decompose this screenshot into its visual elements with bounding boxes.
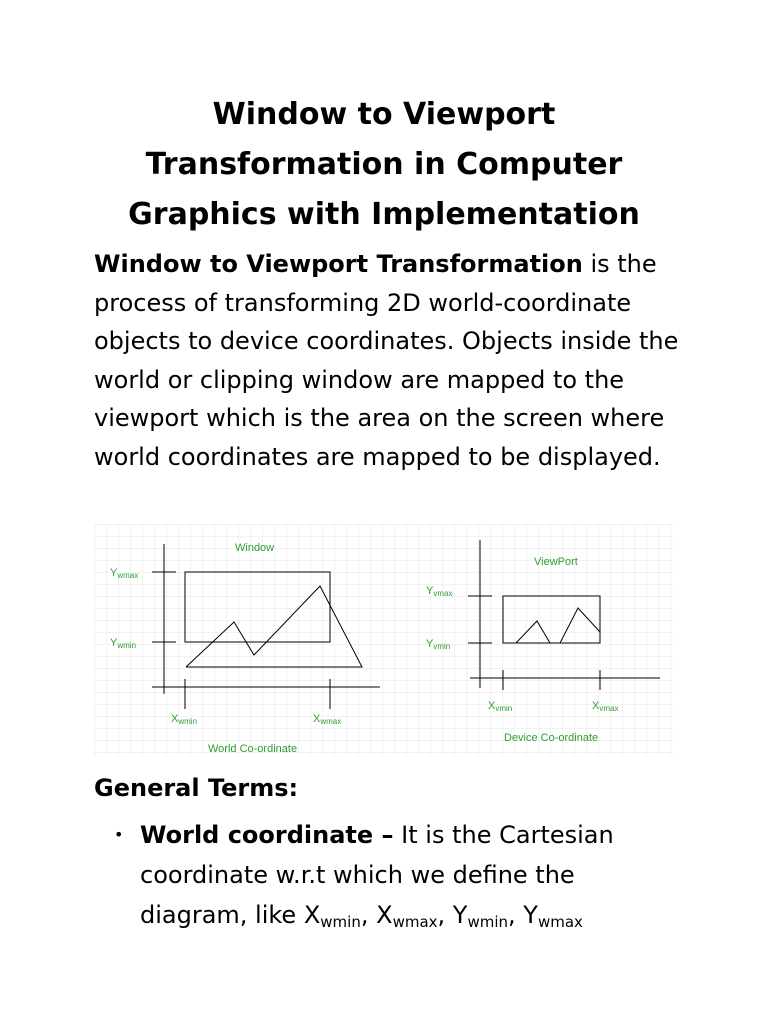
term-label: World coordinate – (140, 821, 394, 849)
title-line-1: Window to Viewport (212, 97, 556, 132)
transformation-diagram (94, 524, 674, 756)
viewport-title: ViewPort (534, 556, 578, 568)
variable-xwmax: $X_{wmax}$, (376, 901, 453, 931)
variable-xwmin: $X_{wmin}$, (303, 901, 377, 931)
window-ymin-label: Ywmin (110, 637, 137, 650)
term-description: It is the Cartesian coordinate w.r.t which we define the diagram, like (140, 821, 614, 929)
general-terms-list (94, 815, 654, 935)
viewport-xmax-label: Xvmax (592, 700, 619, 713)
bullet-icon: • (114, 825, 124, 844)
viewport-caption: Device Co-ordinate (504, 732, 599, 744)
general-terms-heading: General Terms: (94, 774, 299, 802)
viewport-xmin-label: Xvmin (488, 700, 513, 713)
title-line-2: Transformation in Computer (145, 147, 623, 182)
window-xmax-label: Xwmax (313, 713, 342, 726)
intro-text: is the process of transforming 2D world-coordinate objects to device coordinates. Objects inside the world or clipping window are mapped to the viewport which is the area on the screen where world coordinates are mapped to be displayed. (94, 250, 679, 471)
window-title: Window (235, 542, 275, 554)
title-line-3: Graphics with Implementation (128, 197, 640, 232)
window-ymax-label: Ywmax (110, 567, 139, 580)
list-item (94, 815, 654, 935)
window-xmin-label: Xwmin (171, 713, 198, 726)
viewport-ymax-label: Yvmax (426, 585, 453, 598)
viewport-ymin-label: Yvmin (426, 638, 451, 651)
window-caption: World Co-ordinate (208, 743, 298, 755)
intro-term: Window to Viewport Transformation (94, 250, 583, 278)
intro-paragraph (94, 245, 694, 476)
variable-ywmin: $Y_{wmin}$, (452, 901, 524, 931)
variable-ywmax: $Y_{wmax}$ (523, 901, 583, 931)
page-title (60, 90, 708, 240)
diagram-svg (94, 524, 674, 756)
